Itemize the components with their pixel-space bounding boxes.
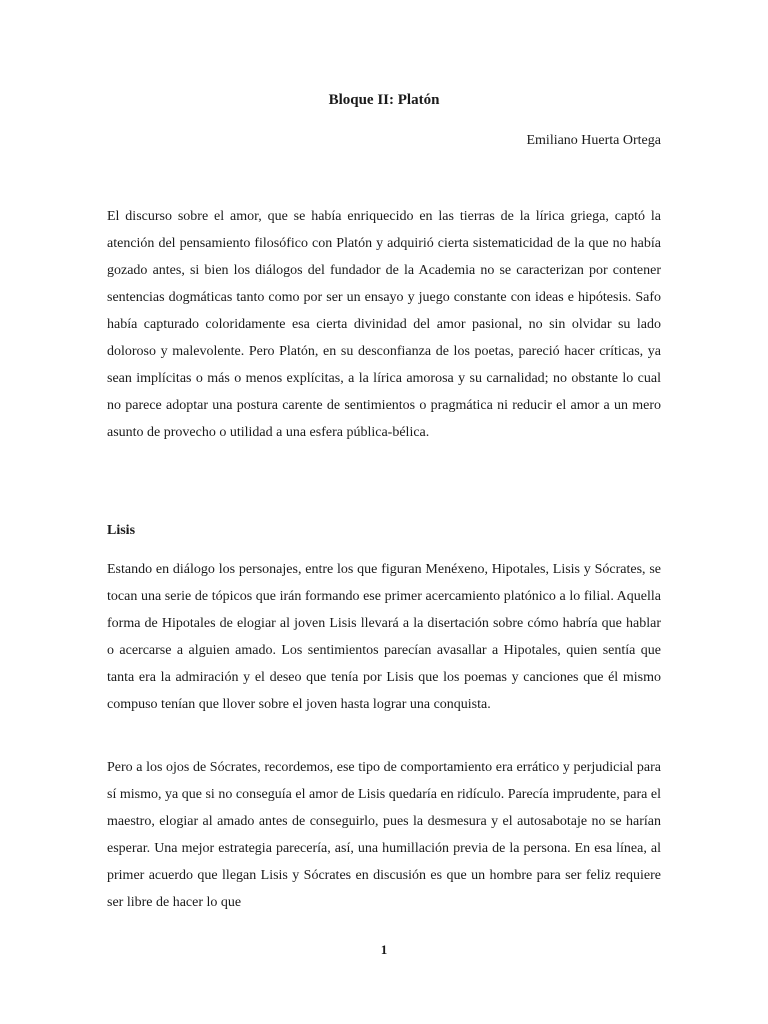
page-number: 1 bbox=[380, 942, 388, 957]
document-title: Bloque II: Platón bbox=[328, 92, 440, 108]
body-paragraph: Pero a los ojos de Sócrates, recordemos, ese tipo de comportamiento era errático y perjudicial para sí mismo, ya que si no conseguía el amor de Lisis quedaría en ridículo. Parecía imprudente, para el maestro, elogiar al amado antes de conseguirlo, pues la desmesura y el autosabotaje no se harían esperar. Una mejor estrategia parecería, así, una humillación previa de la persona. En esa línea, al primer acuerdo que llegan Lisis y Sócrates en discusión es que un hombre para ser feliz requiere ser libre de hacer lo que bbox=[107, 760, 661, 910]
intro-paragraph: El discurso sobre el amor, que se había enriquecido en las tierras de la lírica griega, captó la atención del pensamiento filosófico con Platón y adquirió cierta sistematicidad de la que no había gozado antes, si bien los diálogos del fundador de la Academia no se caracterizan por contener sentencias dogmáticas tanto como por ser un ensayo y juego constante con ideas e hipótesis. Safo había capturado coloridamente esa cierta divinidad del amor pasional, no sin olvidar su lado doloroso y malevolente. Pero Platón, en su desconfianza de los poetas, pareció hacer críticas, ya sean implícitas o más o menos explícitas, a la lírica amorosa y su carnalidad; no obstante lo cual no parece adoptar una postura carente de sentimientos o pragmática ni reducir el amor a un mero asunto de provecho o utilidad a una esfera pública-bélica. bbox=[107, 209, 661, 440]
author-name: Emiliano Huerta Ortega bbox=[526, 133, 661, 148]
body-paragraph: Estando en diálogo los personajes, entre los que figuran Menéxeno, Hipotales, Lisis y Sócrates, se tocan una serie de tópicos que irán formando ese primer acercamiento platónico a lo filial. Aquella forma de Hipotales de elogiar al joven Lisis llevará a la disertación sobre cómo habría que hablar o acercarse a alguien amado. Los sentimientos parecían avasallar a Hipotales, quien sentía que tanta era la admiración y el deseo que tenía por Lisis que los poemas y canciones que él mismo compuso tenían que llover sobre el joven hasta lograr una conquista. bbox=[107, 562, 661, 712]
section-heading: Lisis bbox=[107, 523, 136, 538]
